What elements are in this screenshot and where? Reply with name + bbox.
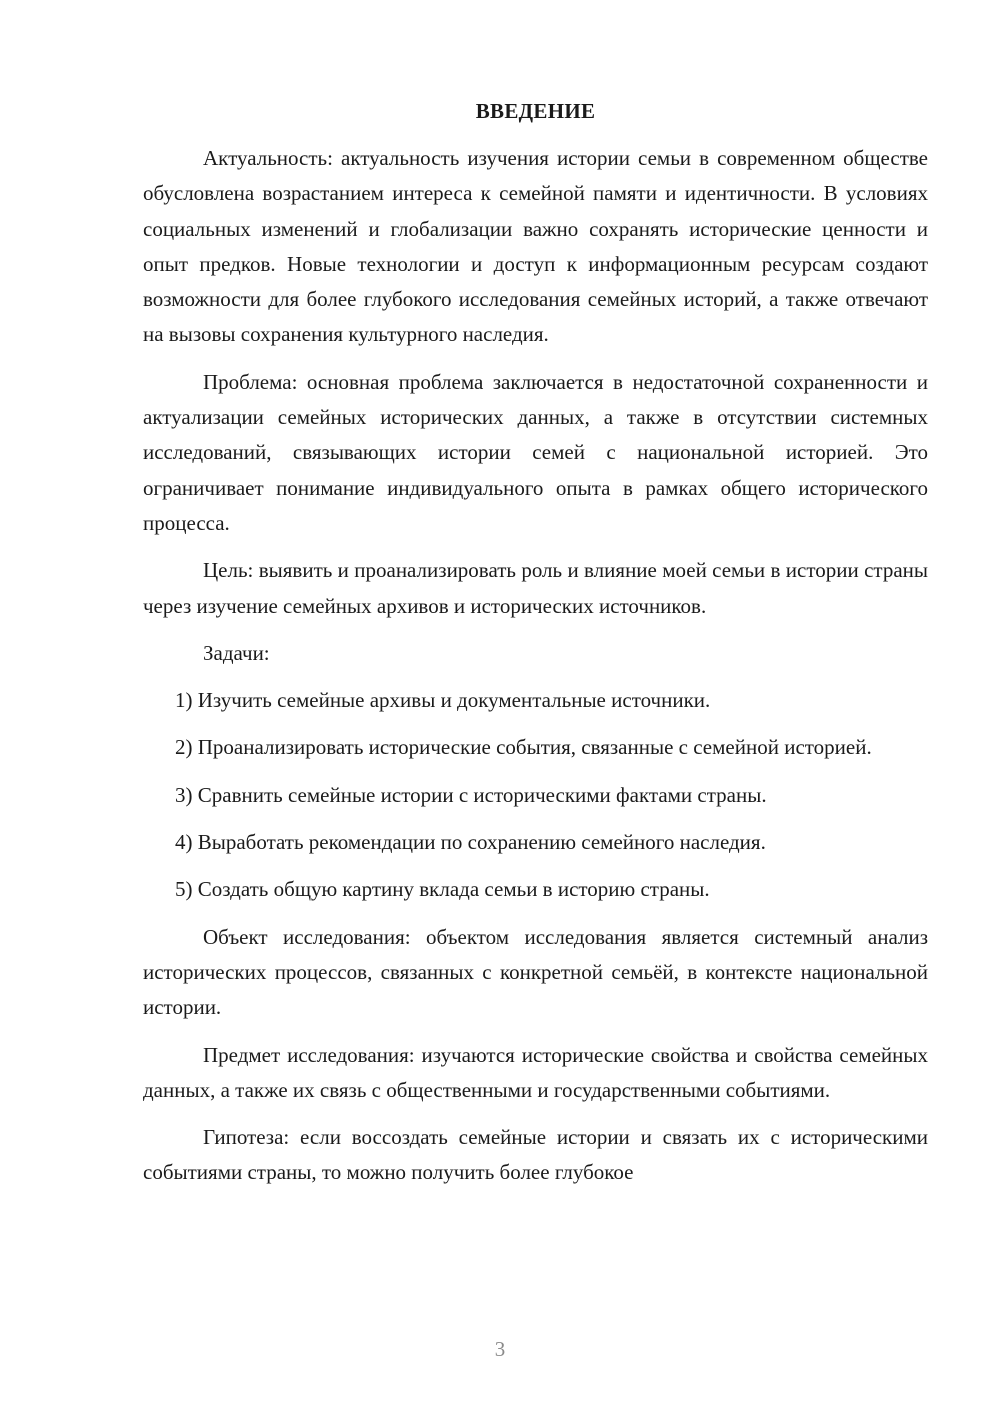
paragraph-problem: Проблема: основная проблема заключается в недостаточной сохраненности и актуализации семейных исторических данных, а также в отсутствии системных исследований, связывающих истории семей с национальной историей. Это ограничивает понимание индивидуального опыта в рамках общего исторического процесса. — [143, 369, 928, 535]
paragraph-goal: Цель: выявить и проанализировать роль и влияние моей семьи в истории страны через изучение семейных архивов и исторических источников. — [143, 558, 928, 618]
paragraph-subject: Предмет исследования: изучаются исторические свойства и свойства семейных данных, а также их связь с общественными и государственными событиями. — [143, 1042, 928, 1102]
paragraph-hypothesis: Гипотеза: если воссоздать семейные истории и связать их с историческими событиями страны, то можно получить более глубокое — [143, 1125, 928, 1185]
paragraph-object: Объект исследования: объектом исследования является системный анализ исторических процессов, связанных с конкретной семьёй, в контексте национальной истории. — [143, 924, 928, 1020]
paragraph-relevance: Актуальность: актуальность изучения истории семьи в современном обществе обусловлена возрастанием интереса к семейной памяти и идентичности. В условиях социальных изменений и глобализации важно сохранять исторические ценности и опыт предков. Новые технологии и доступ к информационным ресурсам создают возможности для более глубокого исследования семейных историй, а также отвечают на вызовы сохранения культурного наследия. — [143, 146, 928, 347]
section-title: ВВЕДЕНИЕ — [475, 99, 596, 123]
page-content — [143, 96, 928, 1203]
page-number: 3 — [494, 1337, 506, 1361]
task-item-5: 5) Создать общую картину вклада семьи в историю страны. — [175, 877, 710, 902]
task-item-2: 2) Проанализировать исторические события, связанные с семейной историей. — [175, 735, 872, 760]
task-item-3: 3) Сравнить семейные истории с историческими фактами страны. — [175, 782, 767, 807]
task-item-1: 1) Изучить семейные архивы и документальные источники. — [175, 688, 711, 713]
paragraph-tasks-heading: Задачи: — [203, 640, 270, 665]
task-item-4: 4) Выработать рекомендации по сохранению семейного наследия. — [175, 830, 766, 855]
